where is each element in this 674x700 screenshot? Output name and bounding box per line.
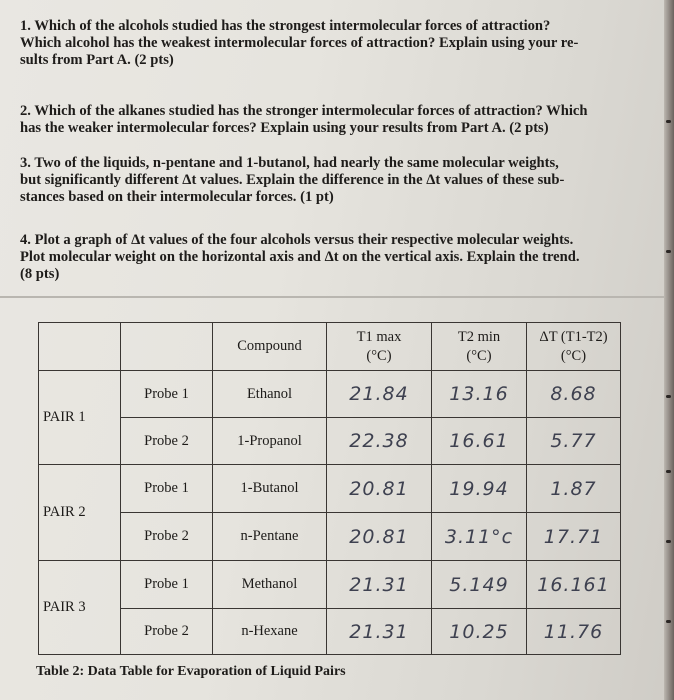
header-dt — [527, 323, 621, 371]
question-3-line-3: stances based on their intermolecular forces. (1 pt) — [20, 189, 334, 205]
header-t1-label: T1 max — [356, 328, 402, 345]
question-2-line-2: has the weaker intermolecular forces? Explain using your results from Part A. (2 pts) — [20, 120, 549, 136]
table-header-row — [39, 323, 621, 371]
compound-cell: 1-Propanol — [213, 418, 327, 465]
binder-mark — [666, 250, 671, 253]
header-blank-2 — [121, 323, 213, 371]
question-2 — [20, 103, 640, 137]
table-row — [39, 465, 621, 513]
question-4 — [20, 232, 640, 283]
compound-cell: Methanol — [213, 561, 327, 609]
compound-cell: Ethanol — [213, 371, 327, 418]
dt-value: 17.71 — [527, 513, 621, 561]
t2-value: 3.11°c — [432, 513, 527, 561]
question-3-line-1: 3. Two of the liquids, n-pentane and 1-butanol, had nearly the same molecular weights, — [20, 155, 559, 171]
question-1 — [20, 18, 640, 69]
header-t1 — [327, 323, 432, 371]
t2-value: 10.25 — [432, 609, 527, 655]
t2-value: 19.94 — [432, 465, 527, 513]
question-4-line-2: Plot molecular weight on the horizontal axis and Δt on the vertical axis. Explain the trend. — [20, 249, 580, 265]
t1-value: 20.81 — [327, 513, 432, 561]
header-t1-unit: (°C) — [366, 347, 392, 364]
pair-label: PAIR 1 — [39, 371, 121, 465]
table-row — [39, 609, 621, 655]
probe-cell: Probe 1 — [121, 371, 213, 418]
t1-value: 21.84 — [327, 371, 432, 418]
header-t2-label: T2 min — [457, 328, 501, 345]
table-caption: Table 2: Data Table for Evaporation of Liquid Pairs — [36, 664, 346, 679]
question-4-line-3: (8 pts) — [20, 266, 60, 282]
table-row — [39, 371, 621, 418]
compound-cell: n-Pentane — [213, 513, 327, 561]
dt-value: 16.161 — [527, 561, 621, 609]
table-row — [39, 418, 621, 465]
binder-mark — [666, 120, 671, 123]
header-t2-unit: (°C) — [466, 347, 492, 364]
pair-label: PAIR 2 — [39, 465, 121, 561]
table-row — [39, 513, 621, 561]
dt-value: 8.68 — [527, 371, 621, 418]
binder-mark — [666, 620, 671, 623]
dt-value: 11.76 — [527, 609, 621, 655]
page-edge-shadow — [664, 0, 674, 700]
t2-value: 13.16 — [432, 371, 527, 418]
question-3 — [20, 155, 640, 206]
probe-cell: Probe 2 — [121, 513, 213, 561]
header-t2 — [432, 323, 527, 371]
t2-value: 5.149 — [432, 561, 527, 609]
header-compound: Compound — [213, 323, 327, 371]
dt-value: 5.77 — [527, 418, 621, 465]
t1-value: 21.31 — [327, 609, 432, 655]
compound-cell: n-Hexane — [213, 609, 327, 655]
table-row — [39, 561, 621, 609]
header-blank-1 — [39, 323, 121, 371]
compound-cell: 1-Butanol — [213, 465, 327, 513]
question-3-line-2: but significantly different Δt values. Explain the difference in the Δt values of these sub- — [20, 172, 565, 188]
binder-mark — [666, 470, 671, 473]
probe-cell: Probe 1 — [121, 465, 213, 513]
t2-value: 16.61 — [432, 418, 527, 465]
header-dt-label: ΔT (T1-T2) — [539, 328, 608, 345]
binder-mark — [666, 395, 671, 398]
t1-value: 21.31 — [327, 561, 432, 609]
question-1-line-3: sults from Part A. (2 pts) — [20, 52, 174, 68]
dt-value: 1.87 — [527, 465, 621, 513]
t1-value: 20.81 — [327, 465, 432, 513]
question-2-line-1: 2. Which of the alkanes studied has the stronger intermolecular forces of attraction? Which — [20, 103, 588, 119]
page-divider — [0, 296, 674, 298]
probe-cell: Probe 2 — [121, 609, 213, 655]
question-1-line-2: Which alcohol has the weakest intermolecular forces of attraction? Explain using your re- — [20, 35, 579, 51]
header-dt-unit: (°C) — [560, 347, 587, 364]
t1-value: 22.38 — [327, 418, 432, 465]
probe-cell: Probe 1 — [121, 561, 213, 609]
probe-cell: Probe 2 — [121, 418, 213, 465]
question-1-line-1: 1. Which of the alcohols studied has the strongest intermolecular forces of attraction? — [20, 18, 551, 34]
binder-mark — [666, 540, 671, 543]
data-table — [38, 322, 621, 655]
pair-label: PAIR 3 — [39, 561, 121, 655]
question-4-line-1: 4. Plot a graph of Δt values of the four alcohols versus their respective molecular weights. — [20, 232, 574, 248]
